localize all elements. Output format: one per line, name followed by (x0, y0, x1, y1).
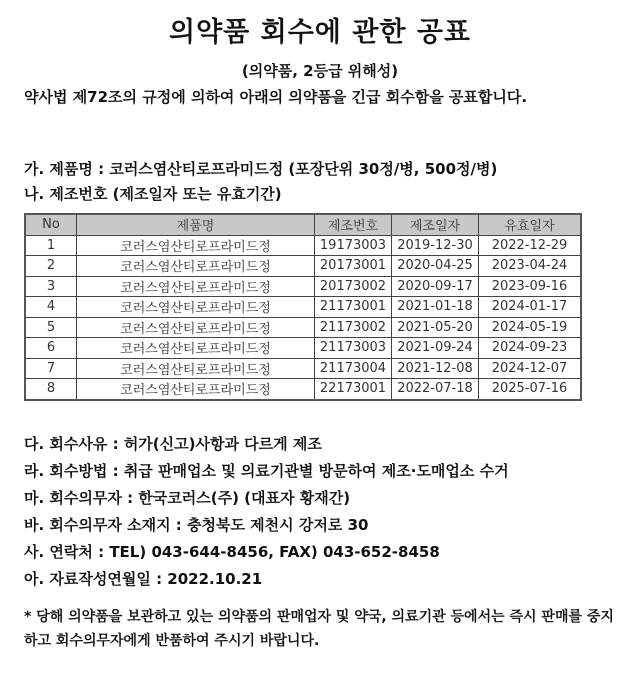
cell-mfg-date: 2021-09-24 (392, 338, 479, 359)
page-title: 의약품 회수에 관한 공표 (168, 17, 472, 48)
cell-product: 코러스염산티로프라미드정 (77, 235, 315, 256)
header-mfg-date: 제조일자 (392, 214, 479, 235)
item-obligor-address: 바. 회수의무자 소재지 : 충청북도 제천시 강저로 30 (24, 516, 369, 534)
header-exp-date: 유효일자 (479, 214, 582, 235)
table-row (25, 256, 581, 277)
cell-lot: 21173001 (315, 297, 392, 318)
cell-lot: 19173003 (315, 235, 392, 256)
cell-mfg-date: 2020-04-25 (392, 256, 479, 277)
cell-mfg-date: 2021-12-08 (392, 358, 479, 379)
item-recall-method: 라. 회수방법 : 취급 판매업소 및 의료기관별 방문하여 제조·도매업소 수거 (24, 462, 509, 480)
cell-lot: 21173004 (315, 358, 392, 379)
cell-mfg-date: 2022-07-18 (392, 379, 479, 400)
cell-product: 코러스염산티로프라미드정 (77, 276, 315, 297)
header-product: 제품명 (77, 214, 315, 235)
cell-product: 코러스염산티로프라미드정 (77, 379, 315, 400)
item-contact: 사. 연락처 : TEL) 043-644-8456, FAX) 043-652-8458 (24, 543, 440, 561)
cell-product: 코러스염산티로프라미드정 (77, 297, 315, 318)
cell-lot: 21173003 (315, 338, 392, 359)
footnote: * 당해 의약품을 보관하고 있는 의약품의 판매업자 및 약국, 의료기관 등에서는 즉시 판매를 중지하고 회수의무자에게 반품하여 주시기 바랍니다. (24, 609, 614, 649)
table-row (25, 317, 581, 338)
cell-exp-date: 2023-09-16 (479, 276, 582, 297)
cell-lot: 21173002 (315, 317, 392, 338)
header-lot: 제조번호 (315, 214, 392, 235)
cell-no: 6 (25, 338, 77, 359)
cell-mfg-date: 2021-05-20 (392, 317, 479, 338)
cell-lot: 20173001 (315, 256, 392, 277)
cell-no: 7 (25, 358, 77, 379)
cell-exp-date: 2022-12-29 (479, 235, 582, 256)
cell-exp-date: 2024-05-19 (479, 317, 582, 338)
cell-exp-date: 2025-07-16 (479, 379, 582, 400)
table-row (25, 379, 581, 400)
cell-exp-date: 2023-04-24 (479, 256, 582, 277)
cell-exp-date: 2024-01-17 (479, 297, 582, 318)
item-product-name: 가. 제품명 : 코러스염산티로프라미드정 (포장단위 30정/병, 500정/병) (24, 160, 498, 178)
cell-no: 4 (25, 297, 77, 318)
table-row (25, 338, 581, 359)
table-row (25, 276, 581, 297)
cell-no: 2 (25, 256, 77, 277)
lot-table (24, 213, 582, 401)
table-row (25, 358, 581, 379)
cell-no: 3 (25, 276, 77, 297)
cell-no: 8 (25, 379, 77, 400)
header-no: No (25, 214, 77, 235)
cell-exp-date: 2024-12-07 (479, 358, 582, 379)
cell-lot: 22173001 (315, 379, 392, 400)
table-row (25, 235, 581, 256)
cell-product: 코러스염산티로프라미드정 (77, 256, 315, 277)
cell-product: 코러스염산티로프라미드정 (77, 317, 315, 338)
cell-no: 1 (25, 235, 77, 256)
page-subtitle: (의약품, 2등급 위해성) (241, 62, 399, 80)
cell-mfg-date: 2019-12-30 (392, 235, 479, 256)
cell-mfg-date: 2020-09-17 (392, 276, 479, 297)
item-lot-number-heading: 나. 제조번호 (제조일자 또는 유효기간) (24, 185, 282, 203)
table-row (25, 297, 581, 318)
cell-product: 코러스염산티로프라미드정 (77, 358, 315, 379)
item-date-prepared: 아. 자료작성연월일 : 2022.10.21 (24, 570, 263, 588)
item-recall-reason: 다. 회수사유 : 허가(신고)사항과 다르게 제조 (24, 435, 322, 453)
cell-exp-date: 2024-09-23 (479, 338, 582, 359)
cell-no: 5 (25, 317, 77, 338)
cell-product: 코러스염산티로프라미드정 (77, 338, 315, 359)
intro-paragraph: 약사법 제72조의 규정에 의하여 아래의 의약품을 긴급 회수함을 공표합니다. (24, 88, 528, 106)
item-recall-obligor: 마. 회수의무자 : 한국코러스(주) (대표자 황재간) (24, 489, 351, 507)
table-header-row (25, 214, 581, 235)
cell-mfg-date: 2021-01-18 (392, 297, 479, 318)
cell-lot: 20173002 (315, 276, 392, 297)
